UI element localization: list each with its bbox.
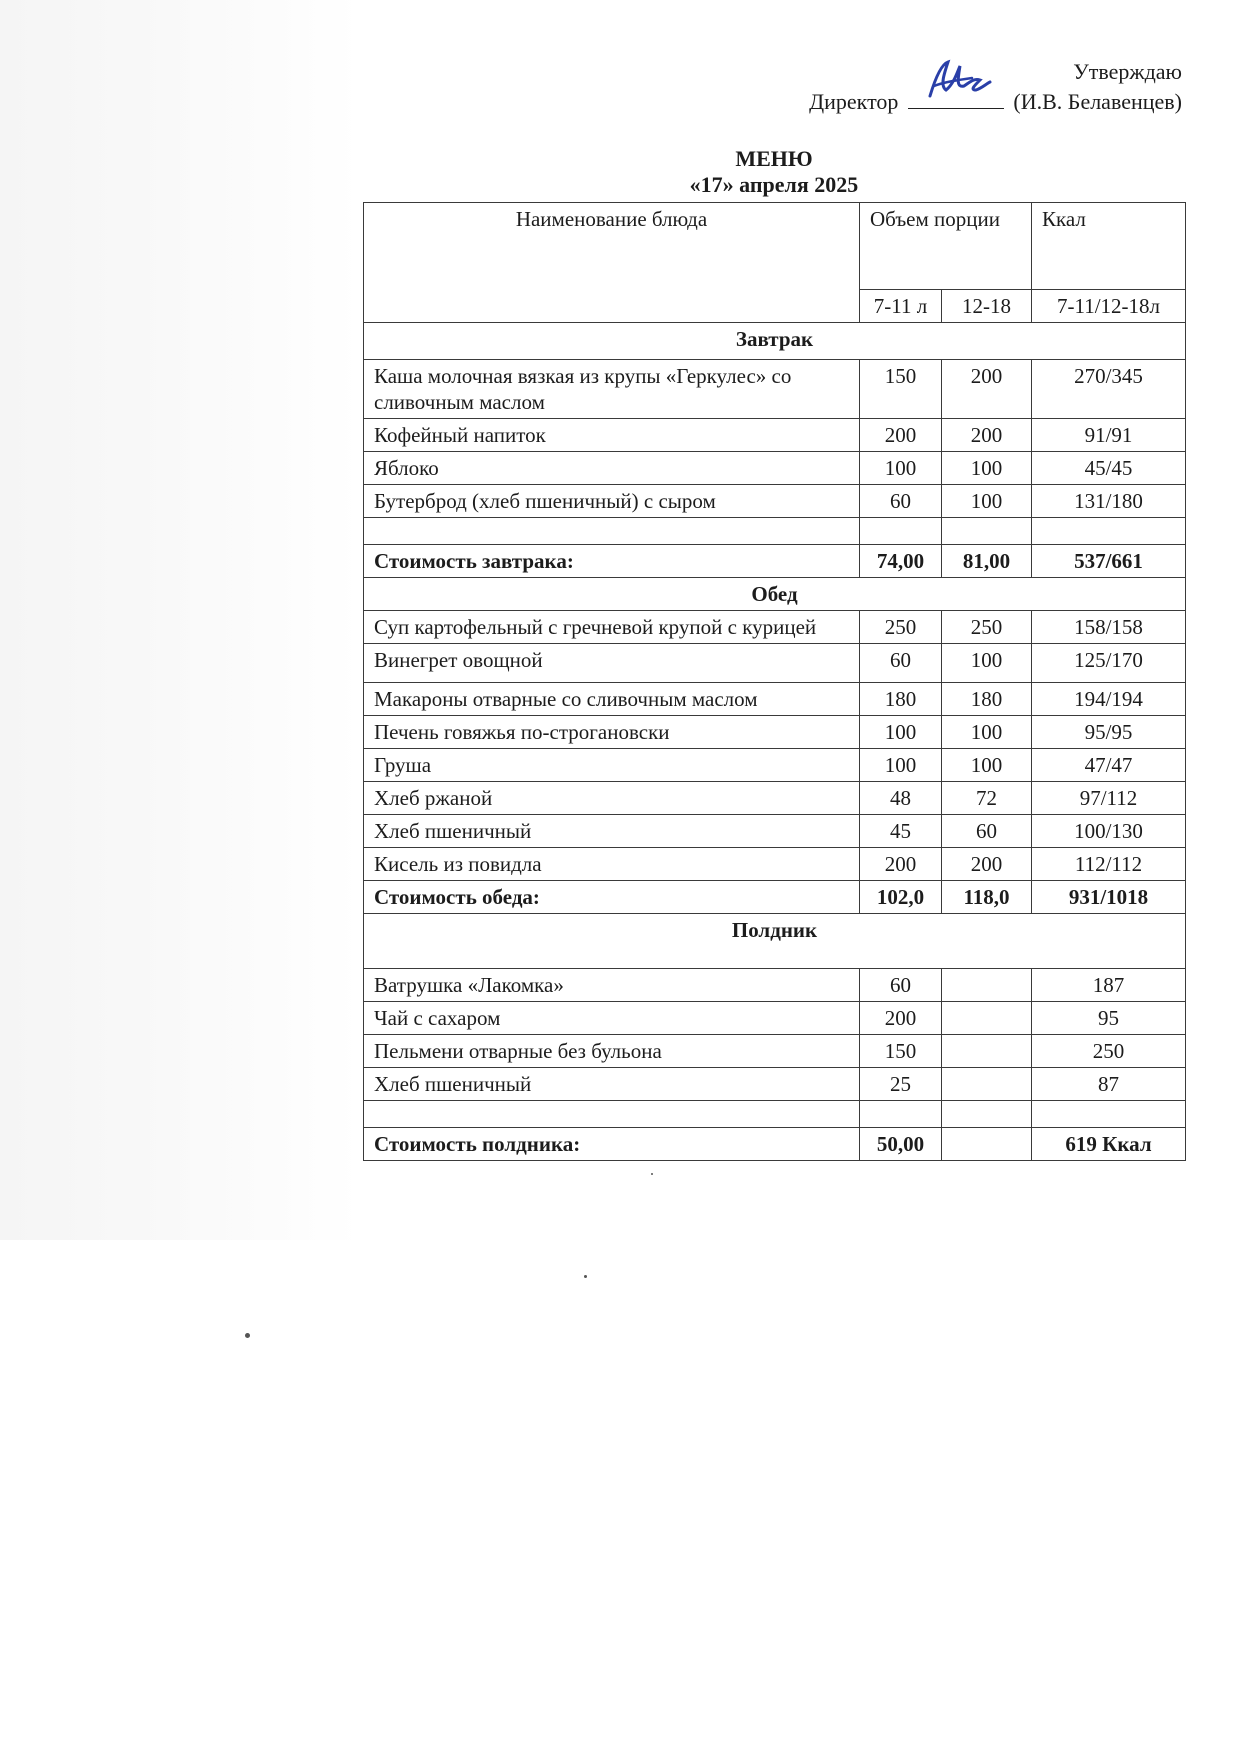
- table-row: [364, 611, 1186, 644]
- dish-name: Хлеб пшеничный: [364, 815, 860, 848]
- portion-column-header: Объем порции: [860, 203, 1032, 290]
- dish-name: Яблоко: [364, 452, 860, 485]
- section-breakfast-title: Завтрак: [364, 323, 1186, 360]
- portion-12-18: [942, 1035, 1032, 1068]
- table-row: [364, 683, 1186, 716]
- table-row: [364, 969, 1186, 1002]
- breakfast-cost-12-18: 81,00: [942, 545, 1032, 578]
- snack-cost-7-11: 50,00: [860, 1128, 942, 1161]
- kcal-value: 95: [1032, 1002, 1186, 1035]
- scan-speck: [651, 1173, 653, 1175]
- age-group-12-18: 12-18: [942, 290, 1032, 323]
- portion-12-18: 180: [942, 683, 1032, 716]
- table-row: [364, 749, 1186, 782]
- lunch-kcal-total: 931/1018: [1032, 881, 1186, 914]
- table-row: [364, 1035, 1186, 1068]
- portion-7-11: 200: [860, 1002, 942, 1035]
- portion-12-18: [942, 1002, 1032, 1035]
- table-row: [364, 485, 1186, 518]
- portion-12-18: 250: [942, 611, 1032, 644]
- portion-12-18: 200: [942, 360, 1032, 419]
- portion-7-11: 100: [860, 749, 942, 782]
- kcal-value: 250: [1032, 1035, 1186, 1068]
- empty-row: [364, 518, 1186, 545]
- dish-name: Суп картофельный с гречневой крупой с курицей: [364, 611, 860, 644]
- table-row: [364, 452, 1186, 485]
- table-row: [364, 815, 1186, 848]
- section-lunch-title: Обед: [364, 578, 1186, 611]
- approve-label: Утверждаю: [1073, 59, 1182, 84]
- portion-12-18: 100: [942, 716, 1032, 749]
- table-row: [364, 716, 1186, 749]
- header-row: [364, 203, 1186, 290]
- signature-line: [908, 86, 1004, 109]
- kcal-age-groups: 7-11/12-18л: [1032, 290, 1186, 323]
- portion-12-18: [942, 1068, 1032, 1101]
- director-label: Директор: [809, 89, 899, 114]
- kcal-value: 97/112: [1032, 782, 1186, 815]
- kcal-value: 187: [1032, 969, 1186, 1002]
- lunch-total-label: Стоимость обеда:: [364, 881, 860, 914]
- table-row: [364, 644, 1186, 683]
- dish-name: Хлеб пшеничный: [364, 1068, 860, 1101]
- portion-7-11: 45: [860, 815, 942, 848]
- total-row: [364, 881, 1186, 914]
- portion-7-11: 60: [860, 644, 942, 683]
- menu-table: [363, 202, 1186, 1161]
- portion-12-18: 100: [942, 452, 1032, 485]
- page-title: МЕНЮ: [735, 146, 813, 171]
- dish-name: Макароны отварные со сливочным маслом: [364, 683, 860, 716]
- dish-name: Кофейный напиток: [364, 419, 860, 452]
- portion-7-11: 150: [860, 360, 942, 419]
- dish-column-header: Наименование блюда: [364, 203, 860, 323]
- kcal-value: 131/180: [1032, 485, 1186, 518]
- signature-image: [924, 56, 994, 106]
- kcal-value: 95/95: [1032, 716, 1186, 749]
- table-row: [364, 1068, 1186, 1101]
- dish-name: Кисель из повидла: [364, 848, 860, 881]
- director-name: (И.В. Белавенцев): [1013, 89, 1182, 114]
- lunch-cost-12-18: 118,0: [942, 881, 1032, 914]
- total-row: [364, 545, 1186, 578]
- kcal-column-header: Ккал: [1032, 203, 1186, 290]
- kcal-value: 87: [1032, 1068, 1186, 1101]
- portion-12-18: 200: [942, 419, 1032, 452]
- portion-7-11: 250: [860, 611, 942, 644]
- portion-12-18: [942, 969, 1032, 1002]
- portion-7-11: 48: [860, 782, 942, 815]
- kcal-value: 112/112: [1032, 848, 1186, 881]
- dish-name: Ватрушка «Лакомка»: [364, 969, 860, 1002]
- dish-name: Груша: [364, 749, 860, 782]
- dish-name: Бутерброд (хлеб пшеничный) с сыром: [364, 485, 860, 518]
- age-group-7-11: 7-11 л: [860, 290, 942, 323]
- dish-name: Чай с сахаром: [364, 1002, 860, 1035]
- kcal-value: 158/158: [1032, 611, 1186, 644]
- total-row: [364, 1128, 1186, 1161]
- empty-row: [364, 1101, 1186, 1128]
- kcal-value: 45/45: [1032, 452, 1186, 485]
- kcal-value: 100/130: [1032, 815, 1186, 848]
- breakfast-total-label: Стоимость завтрака:: [364, 545, 860, 578]
- table-row: [364, 419, 1186, 452]
- portion-12-18: 100: [942, 485, 1032, 518]
- table-row: [364, 360, 1186, 419]
- section-row: [364, 323, 1186, 360]
- table-row: [364, 848, 1186, 881]
- portion-12-18: 60: [942, 815, 1032, 848]
- kcal-value: 125/170: [1032, 644, 1186, 683]
- menu-date: «17» апреля 2025: [689, 172, 859, 197]
- portion-12-18: 100: [942, 644, 1032, 683]
- snack-cost-12-18: [942, 1128, 1032, 1161]
- portion-7-11: 180: [860, 683, 942, 716]
- dish-name: Печень говяжья по-строгановски: [364, 716, 860, 749]
- portion-7-11: 150: [860, 1035, 942, 1068]
- lunch-cost-7-11: 102,0: [860, 881, 942, 914]
- portion-7-11: 100: [860, 716, 942, 749]
- kcal-value: 194/194: [1032, 683, 1186, 716]
- table-row: [364, 1002, 1186, 1035]
- kcal-value: 47/47: [1032, 749, 1186, 782]
- portion-12-18: 72: [942, 782, 1032, 815]
- dish-name: Хлеб ржаной: [364, 782, 860, 815]
- portion-7-11: 60: [860, 969, 942, 1002]
- dish-name: Пельмени отварные без бульона: [364, 1035, 860, 1068]
- breakfast-cost-7-11: 74,00: [860, 545, 942, 578]
- scan-speck: [245, 1333, 250, 1338]
- portion-7-11: 200: [860, 848, 942, 881]
- snack-kcal-total: 619 Ккал: [1032, 1128, 1186, 1161]
- portion-12-18: 100: [942, 749, 1032, 782]
- section-row: [364, 914, 1186, 969]
- scan-shadow: [0, 0, 360, 1240]
- portion-7-11: 200: [860, 419, 942, 452]
- approval-block: [809, 58, 1182, 116]
- dish-name: Каша молочная вязкая из крупы «Геркулес» со сливочным маслом: [364, 360, 860, 419]
- section-snack-title: Полдник: [364, 914, 1186, 969]
- breakfast-kcal-total: 537/661: [1032, 545, 1186, 578]
- table-row: [364, 782, 1186, 815]
- scan-speck: [584, 1275, 587, 1278]
- kcal-value: 270/345: [1032, 360, 1186, 419]
- portion-12-18: 200: [942, 848, 1032, 881]
- portion-7-11: 60: [860, 485, 942, 518]
- snack-total-label: Стоимость полдника:: [364, 1128, 860, 1161]
- section-row: [364, 578, 1186, 611]
- portion-7-11: 100: [860, 452, 942, 485]
- portion-7-11: 25: [860, 1068, 942, 1101]
- dish-name: Винегрет овощной: [364, 644, 860, 683]
- kcal-value: 91/91: [1032, 419, 1186, 452]
